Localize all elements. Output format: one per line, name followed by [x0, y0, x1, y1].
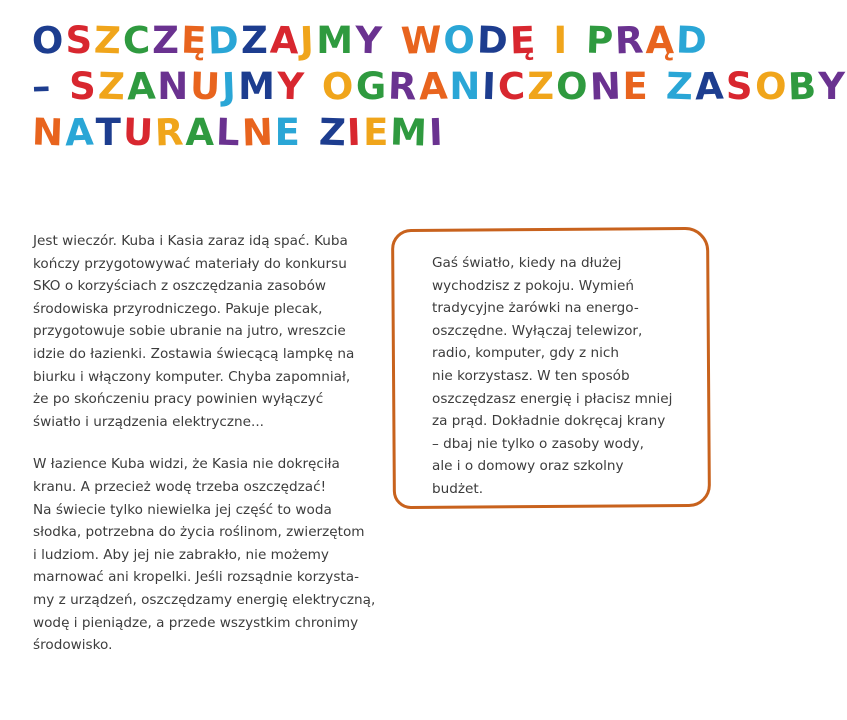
title-letter: Y [818, 65, 847, 108]
title-letter: N [240, 110, 276, 155]
tip-box-text [432, 252, 702, 501]
text-line: i ludziom. Aby jej nie zabrakło, nie możemy [33, 546, 329, 563]
text-line: wychodzisz z pokoju. Wymień [432, 277, 635, 294]
title-letter: E [622, 65, 650, 108]
title-letter: A [125, 64, 159, 109]
title-letter [306, 64, 323, 110]
title-letter: E [274, 111, 302, 154]
text-line: słodka, potrzebna do życia roślinom, zwierzętom [33, 524, 365, 541]
title-letter: I [428, 110, 446, 155]
title-letter: A [694, 64, 727, 109]
title-letter [53, 64, 70, 110]
title-letter: T [95, 111, 123, 154]
text-line: SKO o korzyściach z oszczędzania zasobów [33, 278, 327, 295]
title-letter: N [31, 110, 66, 155]
story-paragraph-1 [33, 230, 378, 433]
text-line: za prąd. Dokładnie dokręcaj krany [432, 413, 666, 430]
title-letter: Y [276, 64, 307, 109]
text-line: tradycyjne żarówki na energo- [432, 300, 639, 317]
title-letter: D [207, 18, 242, 63]
title-letter: E [363, 111, 391, 154]
text-line: światło i urządzenia elektryczne... [33, 413, 264, 430]
title-letter: S [725, 65, 755, 108]
title-letter: I [553, 19, 570, 62]
title-letter: N [588, 64, 624, 109]
text-line: Na świecie tylko niewielka jej część to woda [33, 501, 332, 518]
title-letter [650, 64, 667, 110]
text-line: – dbaj nie tylko o zasoby wody, [432, 435, 644, 452]
title-letter: O [555, 64, 591, 109]
text-line: biurku i włączony komputer. Chyba zapomniał, [33, 368, 351, 385]
title-letter: – [31, 64, 54, 109]
title-letter: Z [527, 65, 557, 108]
title-letter: U [189, 64, 224, 109]
title-letter: Ą [645, 19, 677, 62]
title-letter: A [64, 110, 97, 155]
title-letter: S [69, 65, 98, 108]
title-letter: M [389, 110, 431, 155]
title-letter: P [585, 18, 616, 63]
title-letter: S [65, 19, 95, 62]
text-line: Gaś światło, kiedy na dłużej [432, 255, 622, 271]
title-letter: R [614, 18, 647, 63]
text-line: nie korzystasz. W ten sposób [432, 367, 630, 384]
text-line: przygotowuje sobie ubranie na jutro, wreszcie [33, 323, 346, 340]
title-letter: O [443, 19, 477, 62]
title-letter: O [321, 64, 357, 109]
title-letter: A [269, 18, 302, 63]
title-letter: O [31, 18, 67, 63]
title-letter: D [675, 18, 710, 63]
text-line: wodę i pieniądze, a przede wszystkim chronimy [33, 614, 359, 631]
title-letter: Z [317, 110, 349, 155]
text-line: środowiska przyrodniczego. Pakuje plecak, [33, 300, 323, 317]
title-letter: Z [240, 19, 270, 62]
title-letter [537, 18, 554, 64]
title-letter: B [787, 64, 819, 109]
title-letter: L [215, 110, 243, 155]
title-letter: N [157, 65, 191, 108]
text-line: oszczędzasz energię i płacisz mniej [432, 390, 673, 407]
text-line: Jest wieczór. Kuba i Kasia zaraz idą spać. Kuba [33, 233, 348, 249]
title-letter: Ę [180, 18, 210, 63]
page-title [31, 18, 847, 156]
text-line: my z urządzeń, oszczędzamy energię elektryczną, [33, 591, 376, 608]
text-line: kończy przygotowywać materiały do konkursu [33, 255, 347, 272]
title-line [32, 18, 722, 64]
text-line: radio, komputer, gdy z nich [432, 345, 619, 362]
title-letter: U [122, 110, 156, 155]
text-line: budżet. [432, 480, 484, 497]
title-letter: J [299, 18, 317, 63]
title-letter: Y [354, 18, 385, 63]
title-letter: N [449, 65, 483, 108]
title-line [31, 64, 847, 110]
title-letter: I [346, 110, 364, 155]
text-line: ale i o domowy oraz szkolny [432, 458, 624, 475]
text-line: idzie do łazienki. Zostawia świecącą lampkę na [33, 345, 355, 362]
title-letter: Z [152, 19, 181, 62]
title-line [32, 110, 722, 156]
title-letter: D [476, 18, 511, 63]
title-letter [384, 18, 401, 64]
title-letter: G [355, 65, 389, 108]
title-letter [569, 18, 586, 64]
title-letter: R [387, 64, 420, 109]
text-line: oszczędne. Wyłączaj telewizor, [432, 322, 643, 339]
text-line: że po skończeniu pracy powinien wyłączyć [33, 391, 324, 408]
title-letter: M [238, 65, 277, 108]
text-line: kranu. A przecież wodę trzeba oszczędzać! [33, 478, 327, 495]
title-letter: C [122, 18, 153, 63]
title-letter: I [481, 64, 499, 109]
story-text [33, 230, 378, 657]
title-letter: Z [93, 18, 124, 63]
title-letter: Ę [508, 18, 538, 63]
story-paragraph-2 [33, 453, 378, 656]
text-line: W łazience Kuba widzi, że Kasia nie dokręciła [33, 456, 340, 473]
title-letter [302, 110, 319, 156]
title-letter: J [221, 64, 239, 109]
title-letter: Z [665, 64, 697, 109]
title-letter: C [497, 64, 528, 109]
title-letter: Z [97, 64, 128, 109]
title-letter: A [185, 111, 217, 154]
title-letter: A [417, 64, 451, 109]
title-letter: R [154, 110, 187, 155]
title-letter: O [753, 64, 789, 109]
title-letter: M [316, 19, 356, 62]
text-line: środowisko. [33, 637, 113, 654]
text-line: marnować ani kropelki. Jeśli rozsądnie korzysta- [33, 569, 359, 586]
title-letter: W [399, 18, 445, 63]
